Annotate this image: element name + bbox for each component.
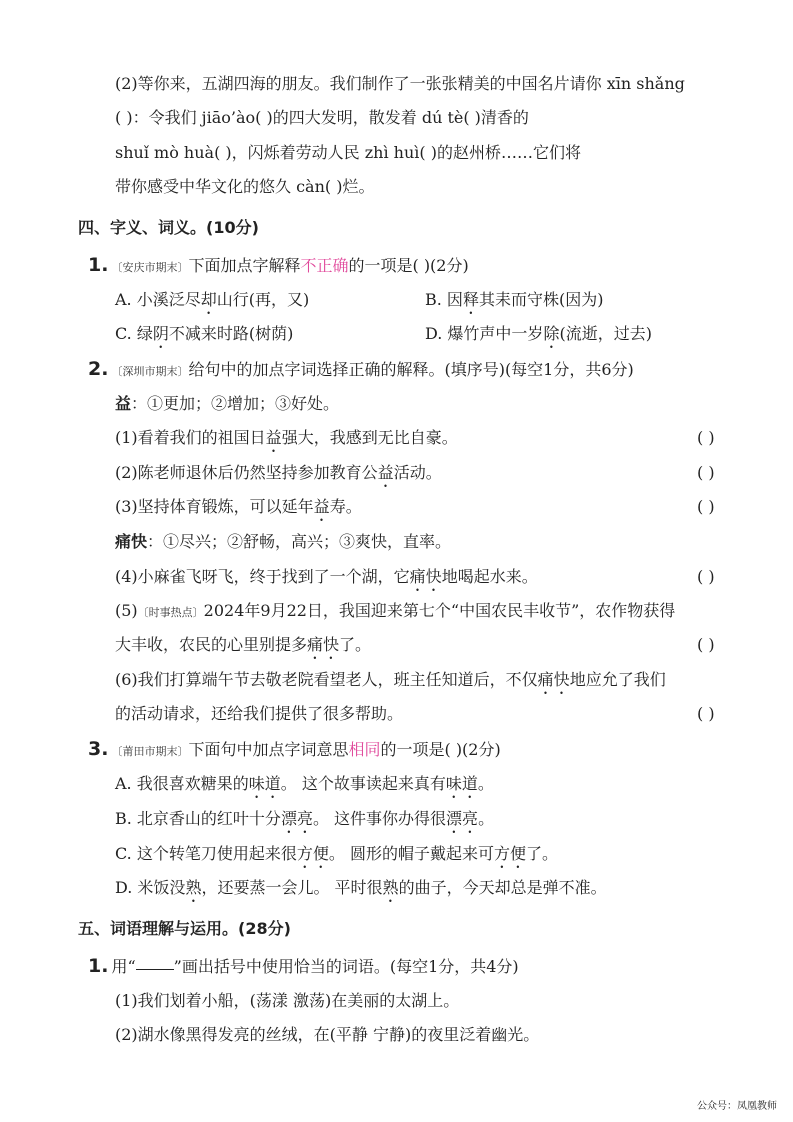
s4-q2-sentence-6: (6)我们打算端午节去敬老院看望老人，班主任知道后，不仅痛快地应允了我们 <box>115 670 666 689</box>
section5-title: 五、词语理解与运用。(28分) <box>78 919 291 938</box>
s5-q1-sentence-1: (1)我们划着小船，(荡漾 激荡)在美丽的太湖上。 <box>115 991 460 1010</box>
source-tag: 〔深圳市期末〕 <box>111 365 189 378</box>
underline-mark <box>136 955 174 970</box>
highlight-text: 相同 <box>348 740 381 759</box>
s5-q1-prompt: 1. 用“ ”画出括号中使用恰当的词语。(每空1分，共4分) <box>88 955 519 977</box>
s4-q1-option-a: A. 小溪泛尽却山行(再，又) <box>115 290 310 309</box>
question-number: 2. <box>88 358 109 380</box>
intro-line-4: 带你感受中华文化的悠久 càn( )烂。 <box>115 177 375 196</box>
s4-q1-option-b: B. 因释其耒而守株(因为) <box>425 290 604 309</box>
intro-line-1: (2)等你来，五湖四海的朋友。我们制作了一张张精美的中国名片请你 xīn shǎng <box>115 74 685 93</box>
s4-q2-sentence-5: (5)〔时事热点〕2024年9月22日，我国迎来第七个“中国农民丰收节”，农作物获得 <box>115 601 676 620</box>
s4-q3-option-d: D. 米饭没熟，还要蒸一会儿。 平时很熟的曲子，今天却总是弹不准。 <box>115 878 607 897</box>
s5-q1-sentence-2: (2)湖水像黑得发亮的丝绒，在(平静 宁静)的夜里泛着幽光。 <box>115 1025 540 1044</box>
question-number: 1. <box>88 955 109 977</box>
source-tag: 〔安庆市期末〕 <box>111 261 189 274</box>
question-number: 3. <box>88 738 109 760</box>
intro-line-2: ( )：令我们 jiāo’ào( )的四大发明，散发着 dú tè( )清香的 <box>115 108 529 127</box>
source-tag: 〔莆田市期末〕 <box>111 745 189 758</box>
s4-q2-def1: 益：①更加；②增加；③好处。 <box>115 394 340 413</box>
s4-q1-option-d: D. 爆竹声中一岁除(流逝，过去) <box>425 324 652 343</box>
s4-q2-def2: 痛快：①尽兴；②舒畅，高兴；③爽快，直率。 <box>115 532 452 551</box>
question-number: 1. <box>88 254 109 276</box>
s4-q2-sentence-3: (3)坚持体育锻炼，可以延年益寿。 <box>115 497 362 516</box>
answer-paren-6[interactable]: ( ) <box>697 704 715 723</box>
answer-paren-5[interactable]: ( ) <box>697 635 715 654</box>
answer-paren-2[interactable]: ( ) <box>697 463 715 482</box>
answer-paren-1[interactable]: ( ) <box>697 428 715 447</box>
answer-paren-4[interactable]: ( ) <box>697 567 715 586</box>
s4-q1-prompt: 1. 〔安庆市期末〕下面加点字解释不正确的一项是( )(2分) <box>88 254 469 276</box>
s4-q2-sentence-5b: 大丰收，农民的心里别提多痛快了。 <box>115 635 372 654</box>
s4-q2-sentence-2: (2)陈老师退休后仍然坚持参加教育公益活动。 <box>115 463 442 482</box>
s4-q3-option-a: A. 我很喜欢糖果的味道。 这个故事读起来真有味道。 <box>115 774 494 793</box>
s4-q3-prompt: 3. 〔莆田市期末〕下面句中加点字词意思相同的一项是( )(2分) <box>88 738 501 760</box>
s4-q3-option-b: B. 北京香山的红叶十分漂亮。 这件事你办得很漂亮。 <box>115 809 495 828</box>
source-tag: 〔时事热点〕 <box>137 606 204 619</box>
s4-q2-prompt: 2. 〔深圳市期末〕给句中的加点字词选择正确的解释。(填序号)(每空1分，共6分) <box>88 358 634 380</box>
section4-title: 四、字义、词义。(10分) <box>78 218 259 237</box>
s4-q1-option-c: C. 绿阴不减来时路(树荫) <box>115 324 294 343</box>
intro-line-3: shuǐ mò huà( )，闪烁着劳动人民 zhì huì( )的赵州桥……它们将 <box>115 143 581 162</box>
answer-paren-3[interactable]: ( ) <box>697 497 715 516</box>
s4-q2-sentence-6b: 的活动请求，还给我们提供了很多帮助。 <box>115 704 404 723</box>
highlight-text: 不正确 <box>300 256 349 275</box>
s4-q2-sentence-4: (4)小麻雀飞呀飞，终于找到了一个湖，它痛快地喝起水来。 <box>115 567 538 586</box>
footer-watermark: 公众号：凤凰教师 <box>697 1101 777 1112</box>
s4-q3-option-c: C. 这个转笔刀使用起来很方便。 圆形的帽子戴起来可方便了。 <box>115 844 558 863</box>
s4-q2-sentence-1: (1)看着我们的祖国日益强大，我感到无比自豪。 <box>115 428 458 447</box>
